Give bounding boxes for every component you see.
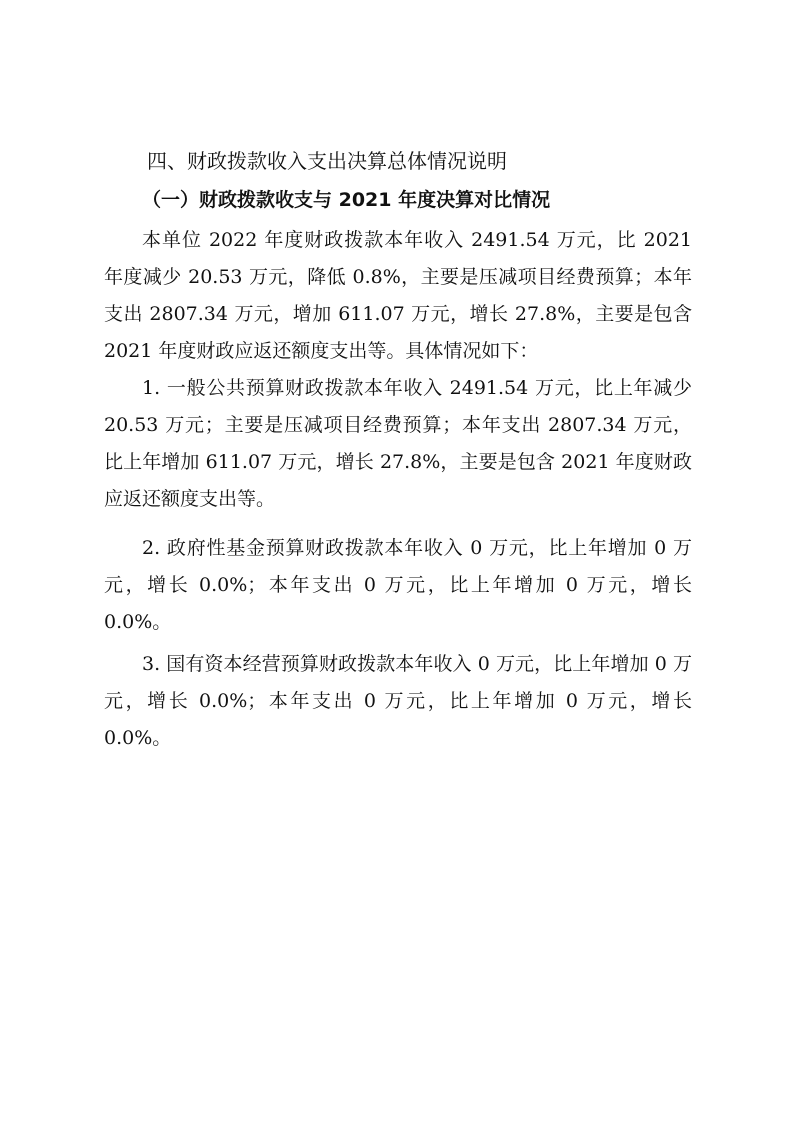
state-capital-paragraph: 3. 国有资本经营预算财政拨款本年收入 0 万元，比上年增加 0 万元，增长 0.0%；本年支出 0 万元，比上年增加 0 万元，增长 0.0%。	[104, 653, 692, 749]
summary-paragraph: 本单位 2022 年度财政拨款本年收入 2491.54 万元，比 2021 年度减少 20.53 万元，降低 0.8%，主要是压减项目经费预算；本年支出 2807.34 万元，增加 611.07 万元，增长 27.8%，主要是包含 2021 年度财政应返还额度支出等。具体情况如下：	[104, 229, 692, 362]
government-fund-paragraph: 2. 政府性基金预算财政拨款本年收入 0 万元，比上年增加 0 万元，增长 0.0%；本年支出 0 万元，比上年增加 0 万元，增长 0.0%。	[104, 537, 692, 633]
subsection-heading: （一）财政拨款收支与 2021 年度决算对比情况	[142, 189, 551, 211]
section-heading: 四、财政拨款收入支出决算总体情况说明	[147, 149, 507, 173]
general-budget-paragraph: 1. 一般公共预算财政拨款本年收入 2491.54 万元，比上年减少 20.53 万元；主要是压减项目经费预算；本年支出 2807.34 万元，比上年增加 611.07 万元，增长 27.8%，主要是包含 2021 年度财政应返还额度支出等。	[104, 377, 692, 510]
